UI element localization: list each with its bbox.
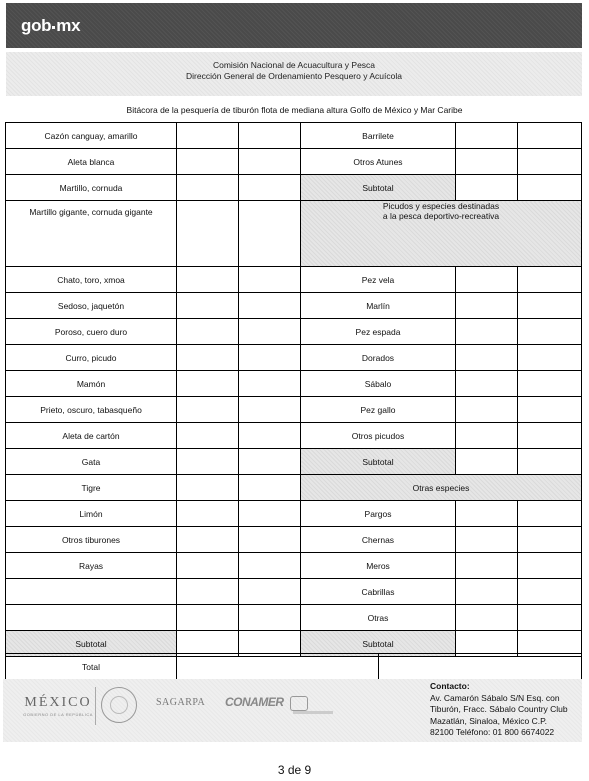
table-row	[6, 449, 582, 475]
agency-logo-subtitle	[293, 711, 333, 714]
entry-cell[interactable]	[518, 293, 582, 319]
table-row	[6, 319, 582, 345]
species-label: Aleta de cartón	[6, 423, 177, 449]
species-label: Pez espada	[301, 319, 456, 345]
entry-cell[interactable]	[177, 267, 239, 293]
entry-cell[interactable]	[239, 201, 301, 267]
table-row	[6, 605, 582, 631]
agency-band	[6, 52, 582, 96]
contact-heading: Contacto:	[430, 681, 470, 691]
entry-cell[interactable]	[456, 397, 518, 423]
table-row	[6, 149, 582, 175]
subtotal-label: Subtotal	[301, 175, 456, 201]
contact-line: Av. Camarón Sábalo S/N Esq. con	[430, 692, 560, 703]
entry-cell[interactable]	[518, 553, 582, 579]
species-label: Limón	[6, 501, 177, 527]
species-label: Martillo gigante, cornuda gigante	[6, 201, 177, 267]
table-title: Bitácora de la pesquería de tiburón flota de mediana altura Golfo de México y Mar Caribe	[126, 105, 463, 115]
entry-cell[interactable]	[456, 345, 518, 371]
contact-line: Mazatlán, Sinaloa, México C.P.	[430, 715, 548, 726]
entry-cell[interactable]	[456, 149, 518, 175]
entry-cell[interactable]	[456, 123, 518, 149]
entry-cell[interactable]	[239, 371, 301, 397]
table-row	[6, 371, 582, 397]
footer	[3, 679, 582, 742]
entry-cell[interactable]	[518, 123, 582, 149]
species-label: Pez vela	[301, 267, 456, 293]
table-row	[6, 423, 582, 449]
entry-cell[interactable]	[239, 501, 301, 527]
entry-cell[interactable]	[177, 553, 239, 579]
entry-cell[interactable]	[456, 319, 518, 345]
table-row	[6, 579, 582, 605]
species-label: Pargos	[301, 501, 456, 527]
species-label: Otros Atunes	[301, 149, 456, 175]
species-label: Pez gallo	[301, 397, 456, 423]
entry-cell[interactable]	[177, 293, 239, 319]
page-number: 3 de 9	[277, 763, 312, 777]
entry-cell[interactable]	[177, 319, 239, 345]
entry-cell[interactable]	[518, 605, 582, 631]
species-label: Otros picudos	[301, 423, 456, 449]
entry-cell[interactable]	[518, 345, 582, 371]
species-label	[6, 579, 177, 605]
species-label: Cabrillas	[301, 579, 456, 605]
table-row	[6, 201, 582, 267]
table-row	[6, 475, 582, 501]
entry-cell[interactable]	[518, 501, 582, 527]
sagarpa-logo: SAGARPA	[156, 697, 206, 708]
entry-cell[interactable]	[239, 123, 301, 149]
entry-cell[interactable]	[177, 345, 239, 371]
contact-block	[430, 681, 568, 739]
contact-line: 82100 Teléfono: 01 800 6674022	[430, 727, 555, 737]
species-label: Prieto, oscuro, tabasqueño	[6, 397, 177, 423]
logbook-table	[5, 122, 582, 657]
entry-cell[interactable]	[177, 201, 239, 267]
entry-cell[interactable]	[456, 371, 518, 397]
entry-cell[interactable]	[518, 579, 582, 605]
entry-cell[interactable]	[456, 267, 518, 293]
species-label: Cazón canguay, amarillo	[6, 123, 177, 149]
table-row	[6, 267, 582, 293]
gobmx-logo[interactable]	[21, 16, 80, 36]
subtotal-label: Subtotal	[301, 631, 456, 657]
entry-cell[interactable]	[177, 175, 239, 201]
entry-cell[interactable]	[177, 605, 239, 631]
agency-logo-icon	[290, 696, 308, 711]
entry-cell[interactable]	[518, 527, 582, 553]
species-label: Mamón	[6, 371, 177, 397]
entry-cell[interactable]	[177, 149, 239, 175]
entry-cell[interactable]	[177, 501, 239, 527]
table-row	[6, 553, 582, 579]
entry-cell[interactable]	[239, 267, 301, 293]
entry-cell[interactable]	[456, 605, 518, 631]
table-row	[6, 123, 582, 149]
section-header: Picudos y especies destinadas a la pesca deportivo-recreativa	[301, 201, 582, 267]
agency-division: Dirección General de Ordenamiento Pesquero y Acuícola	[186, 71, 402, 81]
entry-cell[interactable]	[239, 175, 301, 201]
entry-cell[interactable]	[518, 267, 582, 293]
total-cell[interactable]	[177, 654, 379, 681]
species-label: Sábalo	[301, 371, 456, 397]
species-label: Otras	[301, 605, 456, 631]
logo-divider	[95, 687, 96, 725]
entry-cell[interactable]	[239, 293, 301, 319]
entry-cell[interactable]	[518, 449, 582, 475]
entry-cell[interactable]	[239, 423, 301, 449]
entry-cell[interactable]	[456, 175, 518, 201]
entry-cell[interactable]	[518, 319, 582, 345]
total-row	[6, 654, 582, 681]
species-label: Barrilete	[301, 123, 456, 149]
entry-cell[interactable]	[456, 293, 518, 319]
entry-cell[interactable]	[239, 149, 301, 175]
national-seal-icon	[101, 687, 137, 723]
table-row	[6, 527, 582, 553]
table-row	[6, 345, 582, 371]
total-label: Total	[6, 654, 177, 681]
species-label: Tigre	[6, 475, 177, 501]
table-row	[6, 501, 582, 527]
mexico-subtitle: GOBIERNO DE LA REPÚBLICA	[23, 712, 93, 717]
table-row	[6, 293, 582, 319]
entry-cell[interactable]	[239, 579, 301, 605]
entry-cell[interactable]	[239, 345, 301, 371]
entry-cell[interactable]	[456, 501, 518, 527]
entry-cell[interactable]	[177, 123, 239, 149]
entry-cell[interactable]	[177, 527, 239, 553]
entry-cell[interactable]	[239, 475, 301, 501]
entry-cell[interactable]	[456, 449, 518, 475]
species-label: Martillo, cornuda	[6, 175, 177, 201]
logo-gob: gob	[21, 16, 52, 35]
contact-line: Tiburón, Fracc. Sábalo Country Club	[430, 704, 568, 714]
entry-cell[interactable]	[456, 579, 518, 605]
entry-cell[interactable]	[177, 579, 239, 605]
agency-name: Comisión Nacional de Acuacultura y Pesca	[212, 60, 376, 70]
species-label	[6, 605, 177, 631]
subtotal-label: Subtotal	[301, 449, 456, 475]
entry-cell[interactable]	[239, 527, 301, 553]
species-label: Marlín	[301, 293, 456, 319]
entry-cell[interactable]	[239, 449, 301, 475]
species-label: Aleta blanca	[6, 149, 177, 175]
section-header: Otras especies	[301, 475, 582, 501]
entry-cell[interactable]	[177, 449, 239, 475]
table-row	[6, 397, 582, 423]
entry-cell[interactable]	[239, 553, 301, 579]
mexico-wordmark: MÉXICO	[24, 695, 92, 710]
header-bar	[6, 3, 582, 48]
species-label: Poroso, cuero duro	[6, 319, 177, 345]
entry-cell[interactable]	[177, 397, 239, 423]
entry-cell[interactable]	[239, 397, 301, 423]
table-row	[6, 175, 582, 201]
entry-cell[interactable]	[239, 605, 301, 631]
species-label: Sedoso, jaquetón	[6, 293, 177, 319]
entry-cell[interactable]	[177, 371, 239, 397]
species-label: Chernas	[301, 527, 456, 553]
entry-cell[interactable]	[456, 553, 518, 579]
species-label: Subtotal	[6, 631, 177, 657]
species-label: Meros	[301, 553, 456, 579]
logo-mx: mx	[56, 16, 81, 35]
entry-cell[interactable]	[456, 423, 518, 449]
entry-cell[interactable]	[518, 149, 582, 175]
logo-dot	[52, 26, 55, 29]
entry-cell[interactable]	[239, 319, 301, 345]
species-label: Otros tiburones	[6, 527, 177, 553]
entry-cell[interactable]	[518, 397, 582, 423]
total-cell[interactable]	[379, 654, 582, 681]
entry-cell[interactable]	[177, 475, 239, 501]
species-label: Dorados	[301, 345, 456, 371]
entry-cell[interactable]	[518, 423, 582, 449]
species-label: Curro, picudo	[6, 345, 177, 371]
entry-cell[interactable]	[518, 371, 582, 397]
entry-cell[interactable]	[518, 175, 582, 201]
species-label: Gata	[6, 449, 177, 475]
total-table	[5, 653, 582, 681]
mexico-logo	[23, 695, 93, 717]
conamer-logo: CONAMER	[225, 695, 284, 709]
entry-cell[interactable]	[177, 423, 239, 449]
species-label: Rayas	[6, 553, 177, 579]
entry-cell[interactable]	[456, 527, 518, 553]
species-label: Chato, toro, xmoa	[6, 267, 177, 293]
